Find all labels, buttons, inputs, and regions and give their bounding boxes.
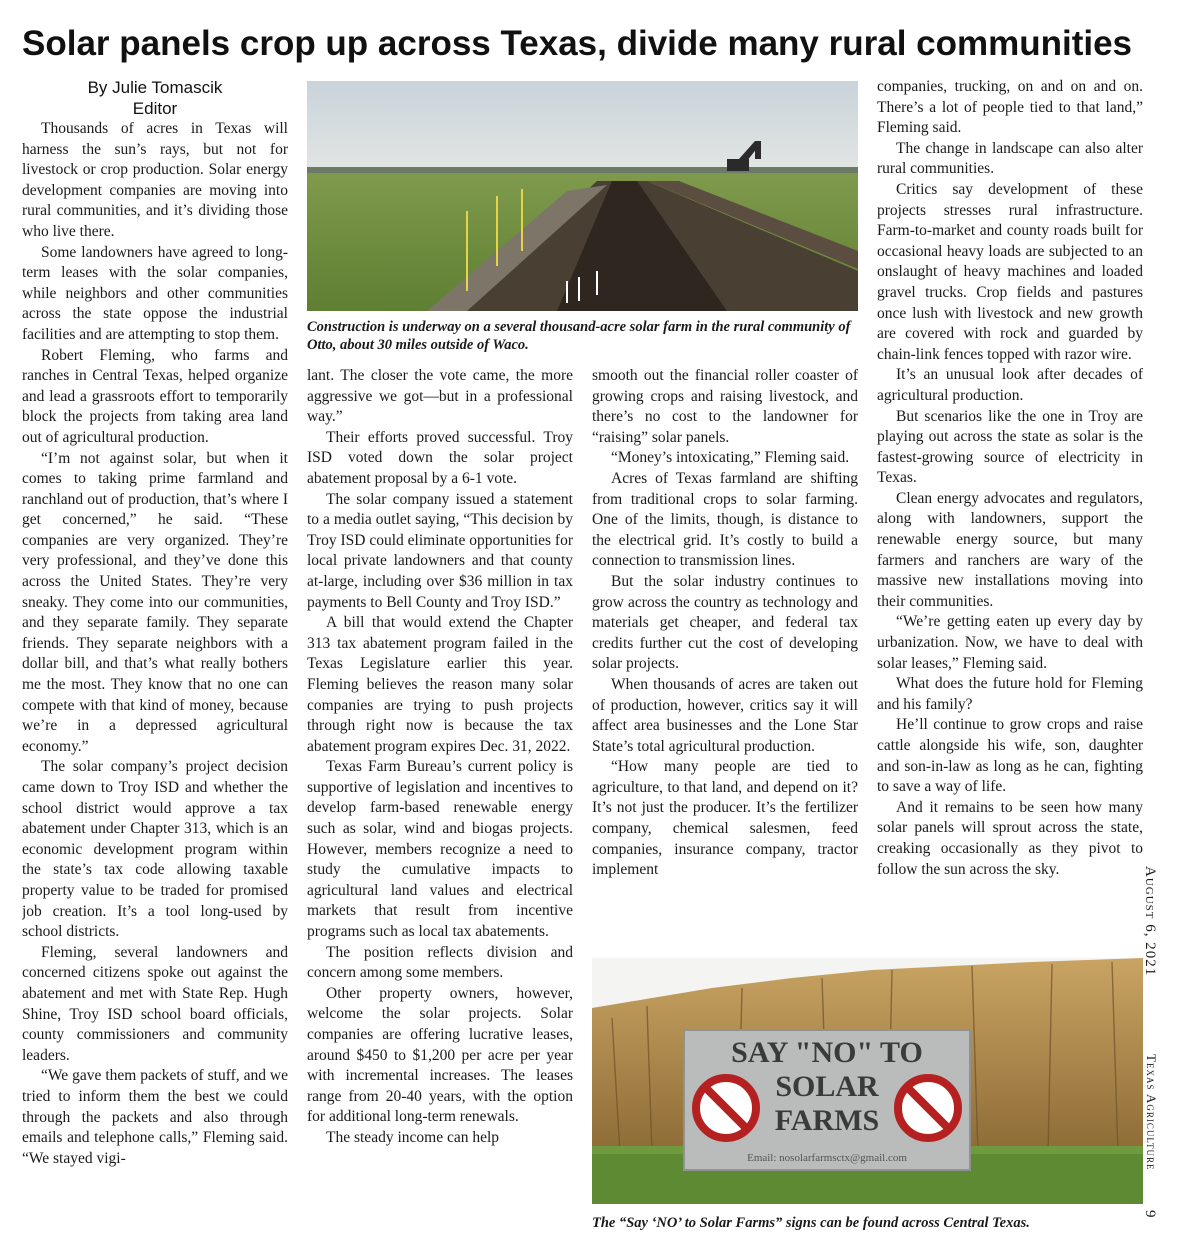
paragraph: The steady income can help (326, 1128, 500, 1146)
paragraph: When thousands of acres are taken out of production, however, critics say it will affect area businesses and the Lone Star State’s total agricultural production. (592, 675, 858, 755)
sign-text-line3: FARMS (774, 1104, 880, 1137)
paragraph: Robert Fleming, who farms and ranches in Central Texas, helped organize and lead a grassroots effort to temporarily block the projects from taking area land out of agricultural production. (22, 346, 288, 446)
paragraph: The solar company’s project decision came down to Troy ISD and whether the school district would approve a tax abatement under Chapter 313, which is an economic development program within the state’s tax code allowing taxable property value to be traded for promised job creation. It’s a tool long-used by school districts. (22, 758, 288, 941)
paragraph: What does the future hold for Fleming and his family? (877, 675, 1143, 713)
protest-sign-photo (592, 958, 1143, 1204)
photo-caption-construction: Construction is underway on a several thousand-acre solar farm in the rural community of Otto, about 30 miles outside of Waco. (307, 319, 851, 353)
paragraph: Critics say development of these projects stresses rural infrastructure. Farm-to-market and county roads built for occasional heavy loads are subjected to an onslaught of heavy machines and loaded gravel trucks. Crop fields and pastures once lush with livestock and new growth are covered with rock and guarded by chain-link fences topped with razor wire. (877, 180, 1143, 363)
no-symbol-icon (898, 1078, 958, 1138)
page-number: 9 (1142, 1210, 1158, 1218)
article-column-4 (877, 77, 1143, 947)
paragraph: lant. The closer the vote came, the more aggressive we got—but in a professional way.” (307, 367, 573, 426)
paragraph: smooth out the financial roller coaster of growing crops and raising livestock, and there’s no cost to the landowner for “raising” solar panels. (592, 367, 858, 446)
article-column-2 (307, 366, 573, 1242)
folio-publication: Texas Agriculture (1144, 1054, 1159, 1171)
paragraph: It’s an unusual look after decades of agricultural production. (877, 366, 1143, 404)
paragraph: And it remains to be seen how many solar panels will sprout across the state, creaking occasionally as they pivot to follow the sun across the sky. (877, 798, 1143, 878)
paragraph: Fleming, several landowners and concerned citizens spoke out against the abatement and met with State Rep. Hugh Shine, Troy ISD school board officials, county commissioners and community leaders. (22, 943, 288, 1064)
paragraph: A bill that would extend the Chapter 313 tax abatement program failed in the Texas Legislature earlier this year. Fleming believes the reason many solar companies are trying to push projects through right now is because the tax abatement program expires Dec. 31, 2022. (307, 614, 573, 755)
folio-date: August 6, 2021 (1142, 866, 1158, 977)
no-symbol-icon (696, 1078, 756, 1138)
paragraph: companies, trucking, on and on and on. There’s a lot of people tied to that land,” Fleming said. (877, 78, 1143, 137)
paragraph: “How many people are tied to agriculture, to that land, and depend on it? It’s not just the producer. It’s the fertilizer company, chemical salesmen, feed companies, insurance company, tractor implement (592, 758, 858, 879)
photo-caption-sign: The “Say ‘NO’ to Solar Farms” signs can be found across Central Texas. (592, 1215, 1030, 1231)
sign-text-line2: SOLAR (775, 1070, 879, 1103)
paragraph: “Money’s intoxicating,” Fleming said. (611, 449, 850, 467)
paragraph: Other property owners, however, welcome the solar projects. Solar companies are offering lucrative leases, around $450 to $1,200 per acre per year with incremental increases. The leases range from 20-40 years, with the option for additional long-term renewals. (307, 984, 573, 1126)
paragraph: He’ll continue to grow crops and raise cattle alongside his wife, son, daughter and son-in-law as long as he can, fighting to save a way of life. (877, 716, 1143, 796)
paragraph: The change in landscape can also alter rural communities. (877, 139, 1143, 178)
paragraph: But the solar industry continues to grow across the country as technology and materials get cheaper, and federal tax credits further cut the cost of developing solar projects. (592, 572, 858, 673)
paragraph: Texas Farm Bureau’s current policy is supportive of legislation and incentives to develop farm-based renewable energy such as solar, wind and biogas projects. However, members recognize a need to study the cumulative impacts to agricultural land values and electrical markets that result from incentive programs such as local tax abatements. (307, 758, 573, 941)
paragraph: Thousands of acres in Texas will harness the sun’s rays, but not for livestock or crop production. Solar energy development companies are moving into rural communities, and it’s dividing those who live there. (22, 120, 288, 240)
paragraph: “We gave them packets of stuff, and we tried to inform them the best we could through the packets and also through emails and telephone calls,” Fleming said. “We stayed vigi- (22, 1067, 288, 1167)
paragraph: Some landowners have agreed to long-term leases with the solar companies, while neighbors and other communities across the state oppose the industrial facilities and are attempting to stop them. (22, 243, 288, 343)
paragraph: Clean energy advocates and regulators, along with landowners, support the renewable energy source, but many farmers and ranchers are wary of the massive new installations moving into their communities. (877, 489, 1143, 610)
byline (22, 77, 288, 119)
sign-text-line1: SAY "NO" TO (731, 1036, 923, 1069)
byline-author: By Julie Tomascik (87, 78, 223, 97)
sign-email: Email: nosolarfarmsctx@gmail.com (747, 1152, 907, 1164)
paragraph: “We’re getting eaten up every day by urbanization. Now, we have to deal with solar leases,” Fleming said. (877, 613, 1143, 672)
paragraph: The position reflects division and concern among some members. (307, 943, 573, 982)
paragraph: The solar company issued a statement to a media outlet saying, “This decision by Troy ISD could eliminate opportunities for local private landowners and that county at-large, including over $36 million in tax payments to Bell County and Troy ISD.” (307, 490, 573, 611)
article-column-1 (22, 119, 288, 1241)
article-column-3 (592, 366, 858, 946)
construction-photo (307, 81, 858, 311)
paragraph: But scenarios like the one in Troy are playing out across the state as solar is the fastest-growing source of electricity in Texas. (877, 407, 1143, 487)
paragraph: “I’m not against solar, but when it comes to taking prime farmland and ranchland out of production, that’s where I get concerned,” he said. “These companies are very organized. They’re very professional, and they’ve done this across the United States. They’re very sneaky. They come into our communities, and they separate family. They separate friends. They separate neighbors with a dollar bill, and that’s what really bothers me the most. They know that no one can compete with that kind of money, because we’re in a depressed agricultural economy.” (22, 449, 288, 755)
paragraph: Their efforts proved successful. Troy ISD voted down the solar project abatement proposal by a 6-1 vote. (307, 428, 573, 487)
byline-title: Editor (132, 99, 178, 118)
headline: Solar panels crop up across Texas, divide many rural communities (22, 24, 1133, 63)
paragraph: Acres of Texas farmland are shifting from traditional crops to solar farming. One of the limits, though, is distance to the electrical grid. It’s costly to build a connection to transmission lines. (592, 469, 858, 570)
